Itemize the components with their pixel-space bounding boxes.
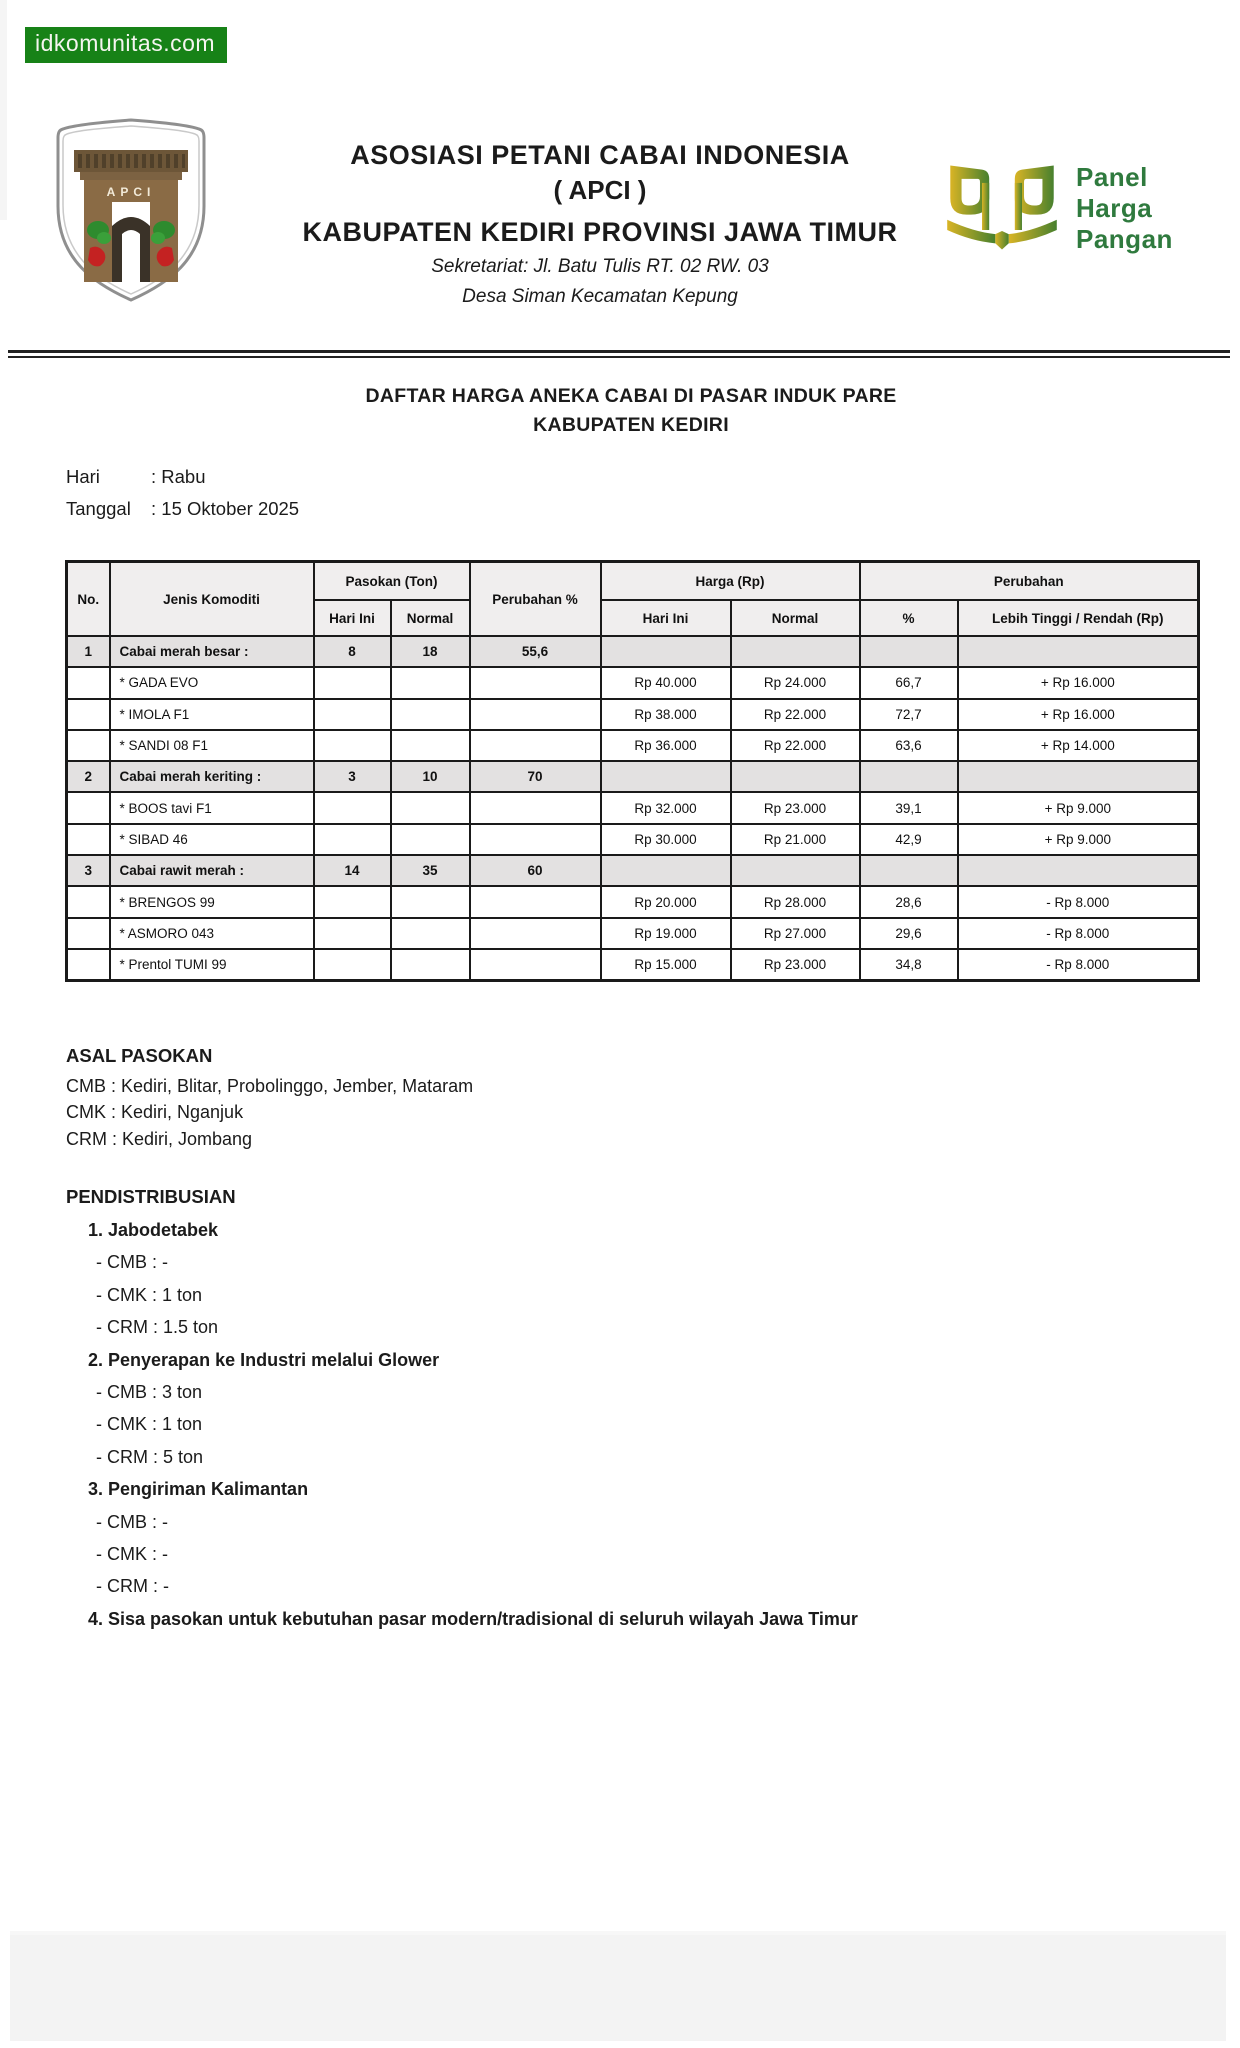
pendistribusian-item: 2. Penyerapan ke Industri melalui Glower bbox=[88, 1349, 440, 1370]
cell-pasokan-normal bbox=[391, 949, 470, 980]
table-category-row bbox=[67, 636, 1199, 667]
cell-selisih: - Rp 8.000 bbox=[958, 886, 1199, 917]
org-header bbox=[230, 138, 970, 312]
pendistribusian-item: - CMK : 1 ton bbox=[96, 1414, 203, 1435]
cell-selisih: - Rp 8.000 bbox=[958, 949, 1199, 980]
cell-pasokan-hari-ini bbox=[314, 667, 391, 698]
watermark-badge: idkomunitas.com bbox=[25, 27, 227, 63]
cell-harga-hari-ini: Rp 19.000 bbox=[601, 918, 731, 949]
cell-harga-hari-ini: Rp 36.000 bbox=[601, 730, 731, 761]
table-item-row bbox=[67, 824, 1199, 855]
hari-label: Hari bbox=[66, 466, 100, 487]
cell-harga-normal: Rp 22.000 bbox=[731, 699, 860, 730]
cell-perubahan-harga-pct: 34,8 bbox=[860, 949, 958, 980]
cell-perubahan-harga-pct: 63,6 bbox=[860, 730, 958, 761]
cell-pasokan-hari-ini bbox=[314, 699, 391, 730]
pendistribusian-section bbox=[66, 1186, 858, 1635]
cell-no bbox=[67, 792, 110, 823]
cell-perubahan-pasokan-pct bbox=[470, 886, 601, 917]
cell-pasokan-hari-ini bbox=[314, 792, 391, 823]
table-item-row bbox=[67, 699, 1199, 730]
cell-selisih: + Rp 14.000 bbox=[958, 730, 1199, 761]
cell-pasokan-hari-ini bbox=[314, 730, 391, 761]
cell-pasokan-hari-ini: 3 bbox=[314, 761, 391, 792]
pendistribusian-item: - CMK : 1 ton bbox=[96, 1284, 203, 1305]
apci-shield-label: APCI bbox=[106, 185, 156, 199]
cell-harga-hari-ini: Rp 38.000 bbox=[601, 699, 731, 730]
cell-komoditi: * BOOS tavi F1 bbox=[110, 792, 314, 823]
col-header-perubahan-group: Perubahan bbox=[860, 562, 1199, 601]
cell-harga-normal bbox=[731, 855, 860, 886]
pendistribusian-item: 4. Sisa pasokan untuk kebutuhan pasar modern/tradisional di seluruh wilayah Jawa Timur bbox=[88, 1608, 858, 1629]
document-title-line1: DAFTAR HARGA ANEKA CABAI DI PASAR INDUK PARE bbox=[365, 385, 897, 407]
cell-perubahan-harga-pct: 66,7 bbox=[860, 667, 958, 698]
price-table bbox=[65, 560, 1200, 982]
table-item-row bbox=[67, 886, 1199, 917]
footer-band bbox=[10, 1931, 1226, 2041]
cell-pasokan-hari-ini bbox=[314, 949, 391, 980]
org-sekretariat-line2: Desa Siman Kecamatan Kepung bbox=[462, 286, 738, 307]
cell-komoditi: * Prentol TUMI 99 bbox=[110, 949, 314, 980]
cell-perubahan-harga-pct: 28,6 bbox=[860, 886, 958, 917]
meta-hari bbox=[66, 461, 299, 493]
cell-no: 1 bbox=[67, 636, 110, 667]
asal-pasokan-cmb: CMB : Kediri, Blitar, Probolinggo, Jember, Mataram bbox=[66, 1075, 474, 1096]
cell-no bbox=[67, 824, 110, 855]
cell-selisih bbox=[958, 761, 1199, 792]
apci-shield-logo bbox=[46, 114, 216, 306]
cell-pasokan-hari-ini: 14 bbox=[314, 855, 391, 886]
org-name-line3: KABUPATEN KEDIRI PROVINSI JAWA TIMUR bbox=[302, 217, 898, 247]
table-item-row bbox=[67, 918, 1199, 949]
cell-pasokan-normal bbox=[391, 667, 470, 698]
col-header-harga-group: Harga (Rp) bbox=[601, 562, 860, 601]
asal-pasokan-section bbox=[66, 1043, 473, 1152]
cell-no bbox=[67, 699, 110, 730]
cell-harga-hari-ini: Rp 30.000 bbox=[601, 824, 731, 855]
cell-perubahan-pasokan-pct bbox=[470, 730, 601, 761]
price-table-body bbox=[67, 636, 1199, 980]
document-meta bbox=[66, 461, 299, 525]
col-header-perubahan-pct: % bbox=[860, 600, 958, 636]
cell-perubahan-harga-pct bbox=[860, 855, 958, 886]
pendistribusian-item: - CMK : - bbox=[96, 1544, 168, 1565]
pendistribusian-item: - CMB : - bbox=[96, 1252, 168, 1273]
cell-selisih: + Rp 16.000 bbox=[958, 699, 1199, 730]
cell-pasokan-normal: 10 bbox=[391, 761, 470, 792]
cell-komoditi: Cabai rawit merah : bbox=[110, 855, 314, 886]
pendistribusian-item: 3. Pengiriman Kalimantan bbox=[88, 1479, 309, 1500]
cell-harga-normal: Rp 27.000 bbox=[731, 918, 860, 949]
cell-selisih bbox=[958, 855, 1199, 886]
cell-harga-hari-ini: Rp 20.000 bbox=[601, 886, 731, 917]
pendistribusian-heading: PENDISTRIBUSIAN bbox=[66, 1186, 236, 1207]
cell-selisih: + Rp 9.000 bbox=[958, 792, 1199, 823]
cell-pasokan-normal: 35 bbox=[391, 855, 470, 886]
panel-text-line2: Harga bbox=[1076, 192, 1153, 223]
panel-harga-pangan-text bbox=[1076, 162, 1173, 255]
table-item-row bbox=[67, 792, 1199, 823]
cell-harga-normal: Rp 23.000 bbox=[731, 792, 860, 823]
cell-pasokan-normal bbox=[391, 699, 470, 730]
table-category-row bbox=[67, 855, 1199, 886]
cell-perubahan-harga-pct bbox=[860, 761, 958, 792]
cell-pasokan-hari-ini bbox=[314, 918, 391, 949]
meta-tanggal bbox=[66, 493, 299, 525]
cell-komoditi: * GADA EVO bbox=[110, 667, 314, 698]
cell-harga-normal: Rp 23.000 bbox=[731, 949, 860, 980]
tanggal-label: Tanggal bbox=[66, 498, 131, 519]
cell-harga-hari-ini: Rp 40.000 bbox=[601, 667, 731, 698]
cell-no bbox=[67, 667, 110, 698]
col-header-harga-hari-ini: Hari Ini bbox=[601, 600, 731, 636]
cell-perubahan-pasokan-pct: 70 bbox=[470, 761, 601, 792]
cell-harga-hari-ini bbox=[601, 855, 731, 886]
asal-pasokan-crm: CRM : Kediri, Jombang bbox=[66, 1128, 253, 1149]
cell-selisih: + Rp 16.000 bbox=[958, 667, 1199, 698]
panel-text-line1: Panel bbox=[1076, 161, 1148, 192]
col-header-pasokan-hari-ini: Hari Ini bbox=[314, 600, 391, 636]
header-divider bbox=[8, 350, 1230, 358]
scan-edge-artifact bbox=[0, 0, 7, 220]
panel-harga-pangan-logo bbox=[938, 148, 1208, 268]
cell-komoditi: * IMOLA F1 bbox=[110, 699, 314, 730]
table-item-row bbox=[67, 949, 1199, 980]
cell-harga-normal: Rp 28.000 bbox=[731, 886, 860, 917]
cell-harga-hari-ini bbox=[601, 761, 731, 792]
apci-shield-icon bbox=[46, 114, 216, 306]
cell-selisih: + Rp 9.000 bbox=[958, 824, 1199, 855]
cell-komoditi: Cabai merah besar : bbox=[110, 636, 314, 667]
document-title bbox=[65, 382, 1197, 440]
cell-perubahan-pasokan-pct bbox=[470, 667, 601, 698]
table-item-row bbox=[67, 667, 1199, 698]
org-name-line2: ( APCI ) bbox=[553, 175, 647, 205]
cell-no: 3 bbox=[67, 855, 110, 886]
document-title-line2: KABUPATEN KEDIRI bbox=[533, 414, 729, 436]
cell-perubahan-harga-pct bbox=[860, 636, 958, 667]
panel-harga-pangan-icon bbox=[938, 152, 1066, 264]
table-category-row bbox=[67, 761, 1199, 792]
cell-perubahan-harga-pct: 29,6 bbox=[860, 918, 958, 949]
cell-pasokan-normal bbox=[391, 730, 470, 761]
cell-perubahan-pasokan-pct bbox=[470, 949, 601, 980]
cell-perubahan-pasokan-pct bbox=[470, 792, 601, 823]
col-header-pasokan-normal: Normal bbox=[391, 600, 470, 636]
col-header-no: No. bbox=[67, 562, 110, 637]
pendistribusian-item: - CMB : 3 ton bbox=[96, 1382, 203, 1403]
cell-pasokan-normal bbox=[391, 824, 470, 855]
cell-komoditi: * SIBAD 46 bbox=[110, 824, 314, 855]
pendistribusian-list bbox=[66, 1214, 858, 1635]
cell-komoditi: * ASMORO 043 bbox=[110, 918, 314, 949]
hari-value: : Rabu bbox=[151, 466, 206, 487]
cell-selisih: - Rp 8.000 bbox=[958, 918, 1199, 949]
cell-pasokan-normal bbox=[391, 886, 470, 917]
panel-text-line3: Pangan bbox=[1076, 223, 1173, 254]
cell-perubahan-pasokan-pct: 60 bbox=[470, 855, 601, 886]
cell-pasokan-hari-ini bbox=[314, 886, 391, 917]
col-header-perubahan-pasokan: Perubahan % bbox=[470, 562, 601, 637]
cell-komoditi: * BRENGOS 99 bbox=[110, 886, 314, 917]
cell-pasokan-normal bbox=[391, 792, 470, 823]
cell-komoditi: * SANDI 08 F1 bbox=[110, 730, 314, 761]
asal-pasokan-heading: ASAL PASOKAN bbox=[66, 1045, 213, 1066]
cell-harga-hari-ini: Rp 15.000 bbox=[601, 949, 731, 980]
cell-no bbox=[67, 886, 110, 917]
tanggal-value: : 15 Oktober 2025 bbox=[151, 498, 300, 519]
col-header-harga-normal: Normal bbox=[731, 600, 860, 636]
cell-pasokan-normal: 18 bbox=[391, 636, 470, 667]
pendistribusian-item: - CRM : 5 ton bbox=[96, 1446, 204, 1467]
cell-perubahan-harga-pct: 42,9 bbox=[860, 824, 958, 855]
cell-harga-hari-ini: Rp 32.000 bbox=[601, 792, 731, 823]
col-header-pasokan-group: Pasokan (Ton) bbox=[314, 562, 470, 601]
cell-harga-hari-ini bbox=[601, 636, 731, 667]
col-header-komoditi: Jenis Komoditi bbox=[110, 562, 314, 637]
org-name-line1: ASOSIASI PETANI CABAI INDONESIA bbox=[350, 140, 850, 170]
cell-harga-normal: Rp 24.000 bbox=[731, 667, 860, 698]
cell-no bbox=[67, 918, 110, 949]
cell-perubahan-pasokan-pct: 55,6 bbox=[470, 636, 601, 667]
cell-komoditi: Cabai merah keriting : bbox=[110, 761, 314, 792]
cell-perubahan-pasokan-pct bbox=[470, 824, 601, 855]
cell-perubahan-pasokan-pct bbox=[470, 918, 601, 949]
asal-pasokan-cmk: CMK : Kediri, Nganjuk bbox=[66, 1102, 244, 1122]
cell-perubahan-harga-pct: 39,1 bbox=[860, 792, 958, 823]
cell-no: 2 bbox=[67, 761, 110, 792]
pendistribusian-item: 1. Jabodetabek bbox=[88, 1220, 219, 1240]
cell-harga-normal bbox=[731, 636, 860, 667]
cell-harga-normal: Rp 22.000 bbox=[731, 730, 860, 761]
cell-pasokan-normal bbox=[391, 918, 470, 949]
cell-no bbox=[67, 730, 110, 761]
cell-perubahan-pasokan-pct bbox=[470, 699, 601, 730]
pendistribusian-item: - CRM : - bbox=[96, 1576, 169, 1597]
table-item-row bbox=[67, 730, 1199, 761]
cell-harga-normal: Rp 21.000 bbox=[731, 824, 860, 855]
org-sekretariat-line1: Sekretariat: Jl. Batu Tulis RT. 02 RW. 03 bbox=[431, 256, 769, 277]
col-header-selisih: Lebih Tinggi / Rendah (Rp) bbox=[958, 600, 1199, 636]
pendistribusian-item: - CMB : - bbox=[96, 1511, 168, 1532]
cell-harga-normal bbox=[731, 761, 860, 792]
cell-selisih bbox=[958, 636, 1199, 667]
cell-pasokan-hari-ini bbox=[314, 824, 391, 855]
cell-perubahan-harga-pct: 72,7 bbox=[860, 699, 958, 730]
cell-no bbox=[67, 949, 110, 980]
pendistribusian-item: - CRM : 1.5 ton bbox=[96, 1317, 219, 1338]
cell-pasokan-hari-ini: 8 bbox=[314, 636, 391, 667]
